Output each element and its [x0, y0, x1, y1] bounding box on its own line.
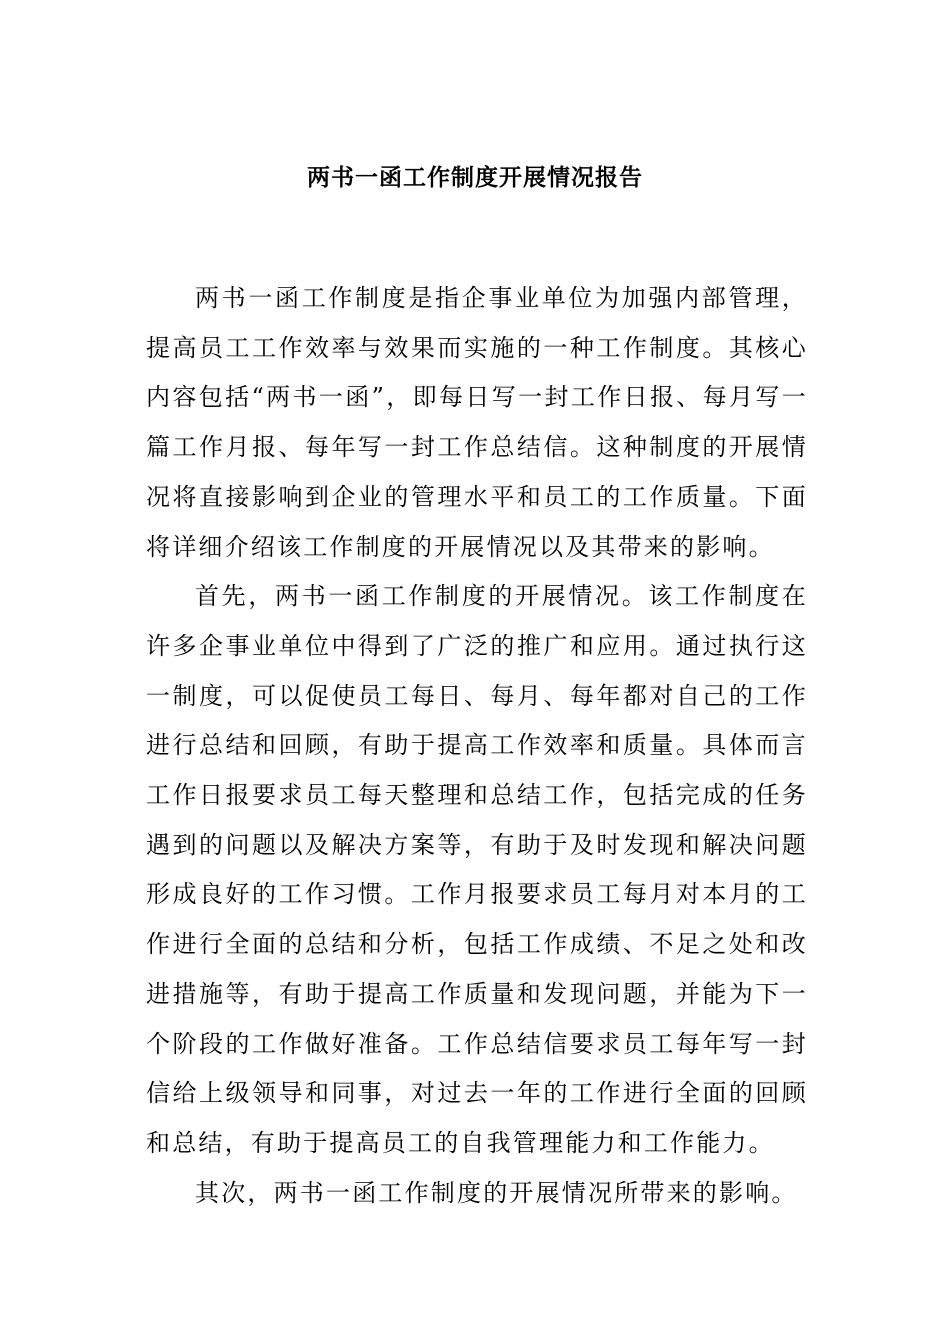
paragraph-first: 首先，两书一函工作制度的开展情况。该工作制度在许多企事业单位中得到了广泛的推广和应用。通过执行这一制度，可以促使员工每日、每月、每年都对自己的工作进行总结和回顾，有助于提高工作效率和质量。具体而言工作日报要求员工每天整理和总结工作，包括完成的任务遇到的问题以及解决方案等，有助于及时发现和解决问题形成良好的工作习惯。工作月报要求员工每月对本月的工作进行全面的总结和分析，包括工作成绩、不足之处和改进措施等，有助于提高工作质量和发现问题，并能为下一个阶段的工作做好准备。工作总结信要求员工每年写一封信给上级领导和同事，对过去一年的工作进行全面的回顾和总结，有助于提高员工的自我管理能力和工作能力。 [146, 582, 808, 1157]
document-title: 两书一函工作制度开展情况报告 [307, 165, 643, 191]
document-body [146, 274, 808, 1218]
paragraph-second: 其次，两书一函工作制度的开展情况所带来的影响。 [195, 1178, 798, 1207]
paragraph-intro: 两书一函工作制度是指企事业单位为加强内部管理，提高员工工作效率与效果而实施的一种工作制度。其核心内容包括“两书一函”，即每日写一封工作日报、每月写一篇工作月报、每年写一封工作总结信。这种制度的开展情况将直接影响到企业的管理水平和员工的工作质量。下面将详细介绍该工作制度的开展情况以及其带来的影响。 [146, 284, 808, 561]
